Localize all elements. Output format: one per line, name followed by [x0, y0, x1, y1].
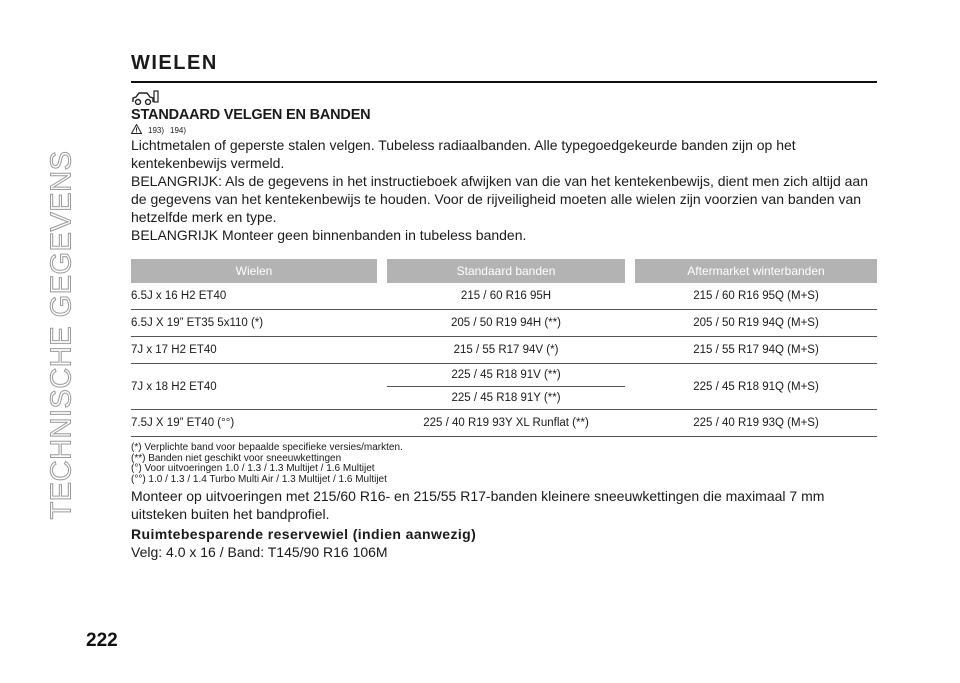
page-content — [131, 52, 877, 561]
footnote: (*) Verplichte band voor bepaalde specifieke versies/markten. — [131, 442, 403, 453]
cell-wheel: 7J x 18 H2 ET40 — [131, 364, 377, 410]
table-row — [131, 337, 877, 364]
car-wheel-icon — [131, 89, 877, 105]
cell-standard: 215 / 55 R17 94V (*) — [387, 337, 625, 364]
cell-winter: 225 / 40 R19 93Q (M+S) — [635, 410, 877, 437]
cell-winter: 205 / 50 R19 94Q (M+S) — [635, 310, 877, 337]
cell-winter: 225 / 45 R18 91Q (M+S) — [635, 364, 877, 410]
warning-icon — [131, 124, 142, 136]
subheading: STANDAARD VELGEN EN BANDEN — [131, 107, 371, 123]
spare-wheel-text: Velg: 4.0 x 16 / Band: T145/90 R16 106M — [131, 544, 388, 561]
page-number: 222 — [86, 630, 118, 651]
column-header: Standaard banden — [387, 259, 625, 283]
paragraph: Lichtmetalen of geperste stalen velgen. Tubeless radiaalbanden. Alle typegoedgekeurde banden zijn op het kentekenbewijs vermeld. — [131, 137, 796, 171]
table-row — [131, 310, 877, 337]
cell-standard: 225 / 40 R19 93Y XL Runflat (**) — [387, 410, 625, 437]
table-header-row — [131, 259, 877, 283]
column-header: Wielen — [131, 259, 377, 283]
table-row — [131, 410, 877, 437]
reference-note: 193) — [148, 125, 165, 135]
paragraph: BELANGRIJK: Als de gegevens in het instructieboek afwijken van die van het kentekenbewijs, dient men zich altijd aan de gegevens van het kentekenbewijs te houden. Voor de rijveiligheid moeten alle wielen zijn voorzien van banden van hetzelfde merk en type. — [131, 173, 868, 225]
warning-references — [131, 124, 877, 136]
paragraph: BELANGRIJK Monteer geen binnenbanden in tubeless banden. — [131, 227, 527, 243]
table-row — [131, 283, 877, 310]
cell-wheel: 7.5J X 19” ET40 (°°) — [131, 410, 377, 437]
footnote: (°) Voor uitvoeringen 1.0 / 1.3 / 1.3 Multijet / 1.6 Multijet — [131, 463, 375, 475]
table-footnotes — [131, 443, 877, 485]
column-header: Aftermarket winterbanden — [635, 259, 877, 283]
wheels-table — [131, 259, 877, 437]
cell-standard: 225 / 45 R18 91V (**) — [387, 364, 625, 387]
snow-chains-text: Monteer op uitvoeringen met 215/60 R16- en 215/55 R17-banden kleinere sneeuwkettingen die maximaal 7 mm uitsteken buiten het bandprofiel. — [131, 488, 825, 523]
cell-winter: 215 / 55 R17 94Q (M+S) — [635, 337, 877, 364]
footnote: (**) Banden niet geschikt voor sneeuwkettingen — [131, 452, 342, 464]
footnote: (°°) 1.0 / 1.3 / 1.4 Turbo Multi Air / 1.3 Multijet / 1.6 Multijet — [131, 473, 387, 485]
table-row — [131, 364, 877, 387]
cell-standard: 205 / 50 R19 94H (**) — [387, 310, 625, 337]
section-title: WIELEN — [131, 52, 877, 83]
spare-wheel-title: Ruimtebesparende reservewiel (indien aanwezig) — [131, 526, 477, 543]
cell-wheel: 6.5J X 19” ET35 5x110 (*) — [131, 310, 377, 337]
cell-standard: 225 / 45 R18 91Y (**) — [387, 387, 625, 410]
cell-standard: 215 / 60 R16 95H — [387, 283, 625, 310]
cell-wheel: 6.5J x 16 H2 ET40 — [131, 283, 377, 310]
reference-note: 194) — [170, 125, 187, 135]
side-chapter-title: TECHNISCHE GEGEVENS — [45, 150, 78, 520]
cell-wheel: 7J x 17 H2 ET40 — [131, 337, 377, 364]
cell-winter: 215 / 60 R16 95Q (M+S) — [635, 283, 877, 310]
